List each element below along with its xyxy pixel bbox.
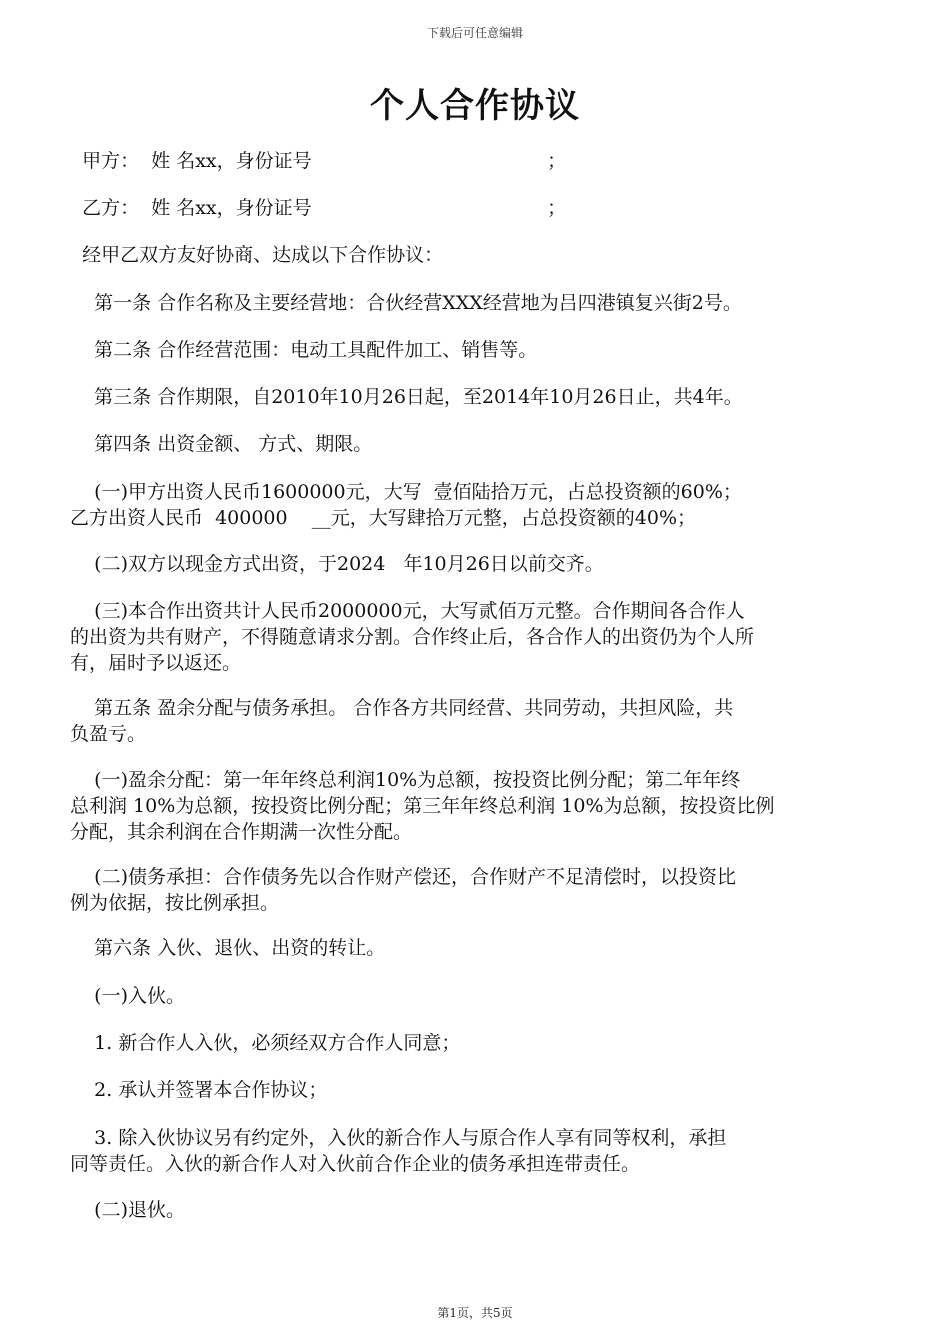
party-b-line: 乙方： 姓 名xx，身份证号 ； — [70, 197, 567, 219]
admission-rule-2: 2. 承认并签署本合作协议； — [70, 1079, 328, 1101]
article-4-item-1: (一)甲方出资人民币1600000元，大写 壹佰陆拾万元，占总投资额的60%； 乙方出资人民币 400000 __元，大写肆拾万元整，占总投资额的40%； — [70, 481, 742, 529]
article-4-item-2: (二)双方以现金方式出资，于2024 年10月26日以前交齐。 — [70, 553, 604, 575]
article-5-item-2: (二)债务承担：合作债务先以合作财产偿还，合作财产不足清偿时，以投资比 例为依据，按比例承担。 — [70, 866, 736, 914]
article-6: 第六条 入伙、退伙、出资的转让。 — [70, 937, 386, 959]
article-3: 第三条 合作期限，自2010年10月26日起，至2014年10月26日止，共4年。 — [70, 386, 743, 408]
article-6-item-1: (一)入伙。 — [70, 985, 185, 1007]
article-6-item-2: (二)退伙。 — [70, 1199, 185, 1221]
party-a-line: 甲方： 姓 名xx，身份证号 ； — [70, 150, 567, 172]
page-header-note: 下载后可任意编辑 — [426, 26, 523, 40]
admission-rule-1: 1. 新合作人入伙，必须经双方合作人同意； — [70, 1032, 461, 1054]
article-2: 第二条 合作经营范围：电动工具配件加工、销售等。 — [70, 339, 538, 361]
admission-rule-3: 3. 除入伙协议另有约定外，入伙的新合作人与原合作人享有同等权利，承担 同等责任。入伙的新合作人对入伙前合作企业的债务承担连带责任。 — [70, 1127, 727, 1175]
article-4-item-3: (三)本合作出资共计人民币2000000元，大写贰佰万元整。合作期间各合作人 的出资为共有财产，不得随意请求分割。合作终止后，各合作人的出资仍为个人所 有，届时予以返还。 — [70, 600, 755, 674]
article-5: 第五条 盈余分配与债务承担。 合作各方共同经营、共同劳动，共担风险，共 负盈亏。 — [70, 697, 734, 745]
intro-paragraph: 经甲乙双方友好协商、达成以下合作协议： — [70, 244, 444, 266]
document-title: 个人合作协议 — [370, 86, 580, 126]
page-number: 第1页，共5页 — [437, 1306, 513, 1320]
article-5-item-1: (一)盈余分配：第一年年终总利润10%为总额，按投资比例分配；第二年年终 总利润 10%为总额，按投资比例分配；第三年年终总利润 10%为总额，按投资比例 分配，其余利润在合作期满一次性分配。 — [70, 769, 775, 843]
article-1: 第一条 合作名称及主要经营地：合伙经营XXX经营地为吕四港镇复兴街2号。 — [70, 292, 742, 314]
article-4: 第四条 出资金额、 方式、期限。 — [70, 433, 373, 455]
